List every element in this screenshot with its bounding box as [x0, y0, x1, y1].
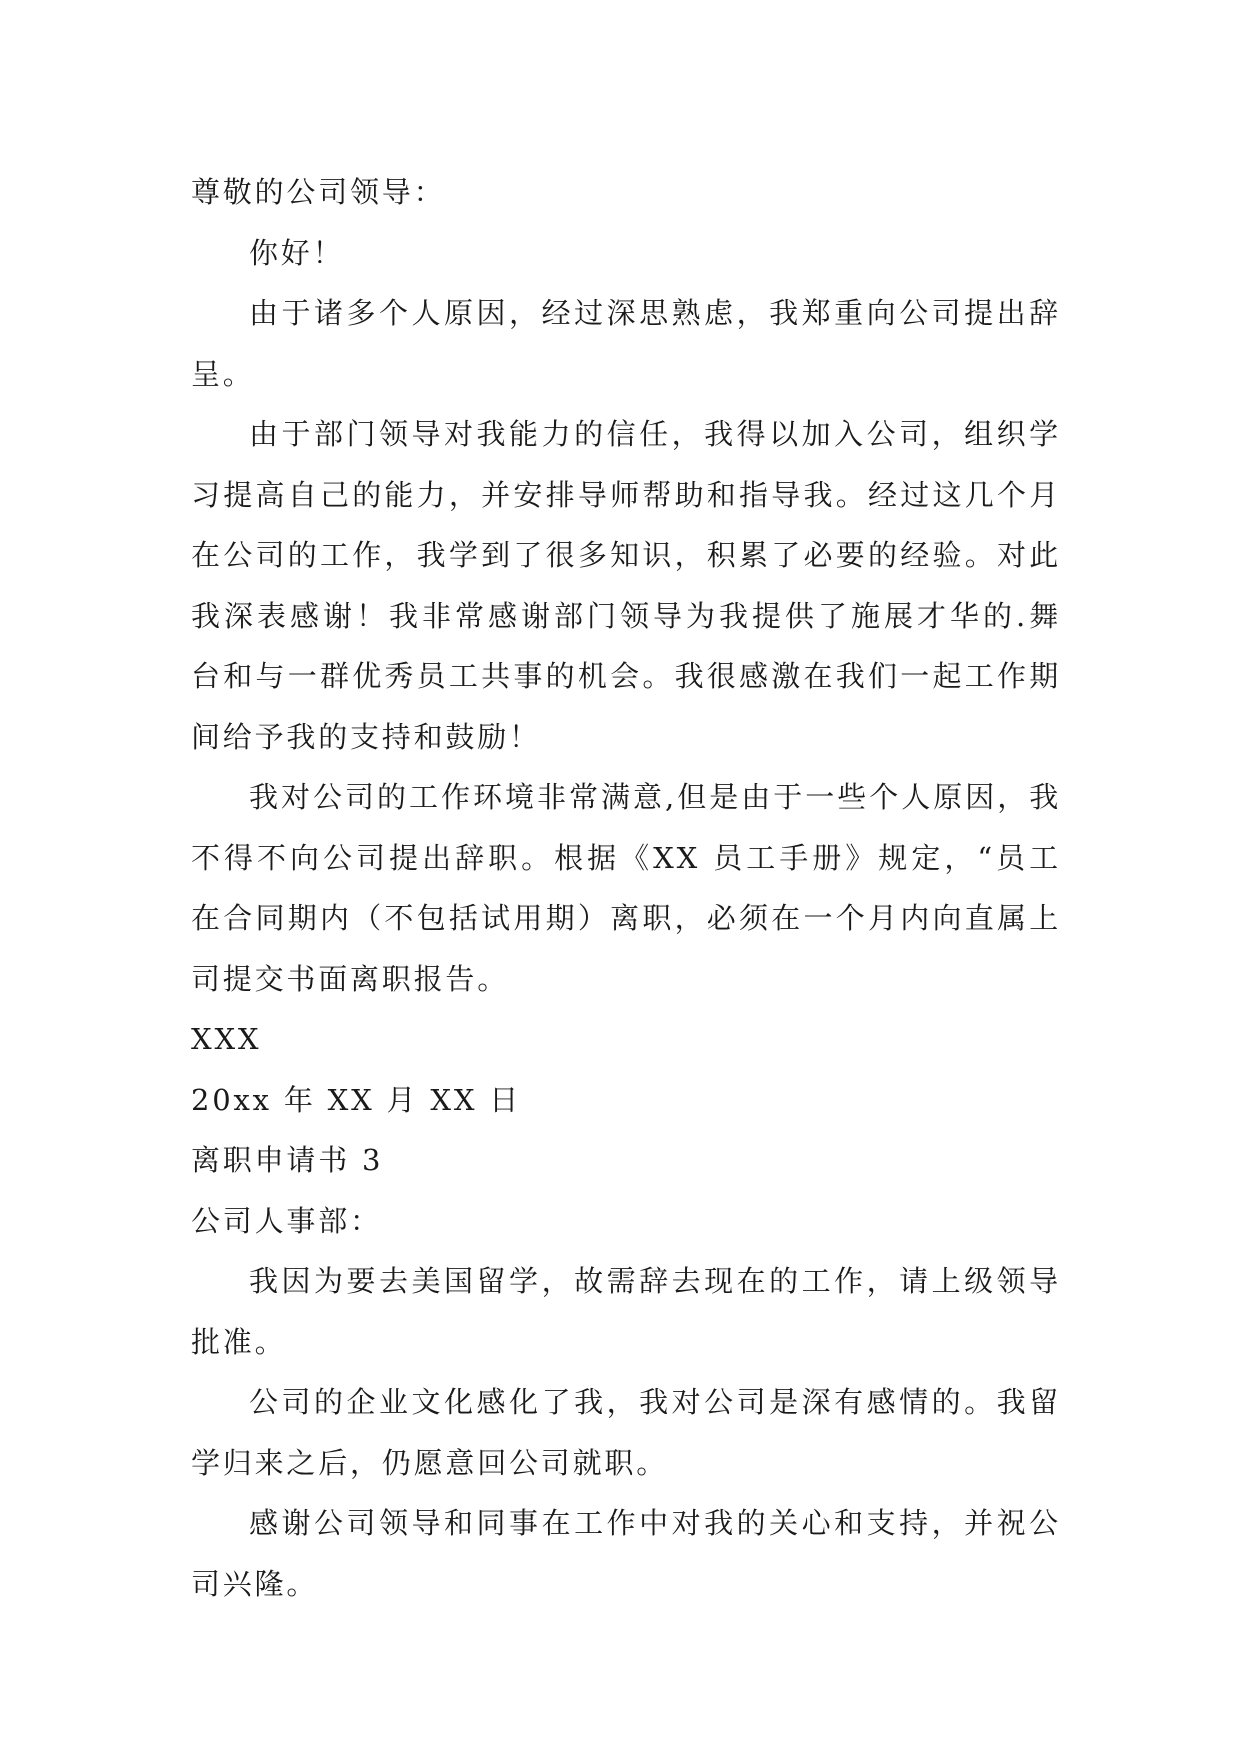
letter2-salutation: 公司人事部： — [191, 1203, 382, 1238]
letter1-paragraph-2: 由于部门领导对我能力的信任，我得以加入公司，组织学习提高自己的能力，并安排导师帮助和指导我。经过这几个月在公司的工作，我学到了很多知识，积累了必要的经验。对此我深表感谢！我非常感谢部门领导为我提供了施展才华的.舞台和与一群优秀员工共事的机会。我很感激在我们一起工作期间给予我的支持和鼓励！ — [191, 417, 1061, 754]
letter1-paragraph-3: 我对公司的工作环境非常满意,但是由于一些个人原因，我不得不向公司提出辞职。根据《XX 员工手册》规定，“员工在合同期内（不包括试用期）离职，必须在一个月内向直属上司提交书面离职报告。 — [191, 780, 1061, 996]
letter2-heading: 离职申请书 3 — [191, 1143, 384, 1177]
letter1-salutation: 尊敬的公司领导： — [191, 175, 446, 209]
letter1-signature: XXX — [191, 1022, 262, 1056]
letter1-greeting: 你好！ — [249, 235, 345, 270]
letter2-paragraph-3: 感谢公司领导和同事在工作中对我的关心和支持，并祝公司兴隆。 — [191, 1506, 1061, 1601]
letter1-paragraph-1: 由于诸多个人原因，经过深思熟虑，我郑重向公司提出辞呈。 — [191, 296, 1061, 391]
letter2-paragraph-1: 我因为要去美国留学，故需辞去现在的工作，请上级领导批准。 — [191, 1264, 1061, 1359]
letter1-date: 20xx 年 XX 月 XX 日 — [191, 1082, 522, 1117]
letter2-paragraph-2: 公司的企业文化感化了我，我对公司是深有感情的。我留学归来之后，仍愿意回公司就职。 — [191, 1385, 1061, 1480]
document-body — [191, 162, 1061, 1614]
